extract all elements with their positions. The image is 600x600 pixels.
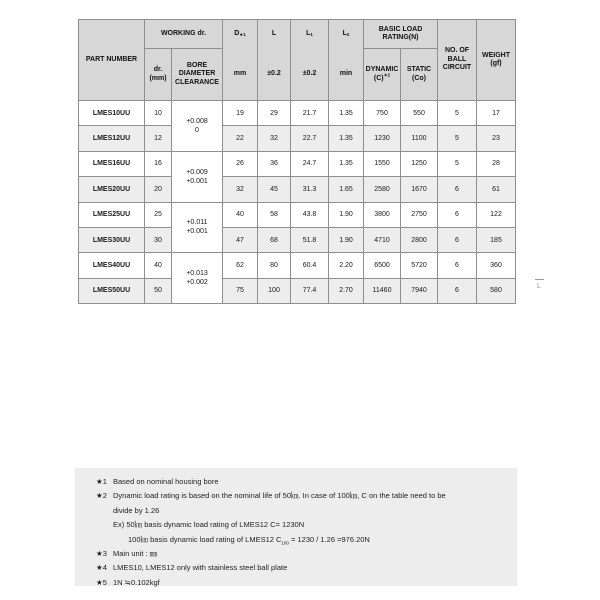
dynamic-cell: 2580 <box>364 177 401 202</box>
l1-cell: 24.7 <box>291 151 329 176</box>
l1-cell: 77.4 <box>291 278 329 303</box>
col-header-l <box>258 20 291 101</box>
l1-label: L <box>306 30 311 38</box>
dr-cell: 20 <box>145 177 172 202</box>
table-header <box>79 20 516 101</box>
footnote-marker: ★4 <box>96 563 107 573</box>
table-row <box>79 253 516 278</box>
static-cell: 5720 <box>401 253 438 278</box>
margin-mark-dash <box>535 279 544 280</box>
clearance-cell: +0.011 +0.001 <box>172 202 223 253</box>
col-header-dynamic: DYNAMIC $(C)^{★2}$ <box>364 49 401 101</box>
dr-cell: 10 <box>145 101 172 126</box>
part-number-cell: LMES10UU <box>79 101 145 126</box>
l2-cell: 2.20 <box>329 253 364 278</box>
dynamic-cell: 3800 <box>364 202 401 227</box>
l-tolerance: ±0.2 <box>267 70 281 78</box>
footnote-line: Ex) 50㎞ basis dynamic load rating of LMES12 C= 1230N <box>113 520 305 530</box>
table-row <box>79 177 516 202</box>
l2-cell: 1.35 <box>329 101 364 126</box>
footnote-line: ★4 LMES10, LMES12 only with stainless steel ball plate <box>75 561 517 575</box>
dr-cell: 25 <box>145 202 172 227</box>
l-cell: 68 <box>258 227 291 252</box>
part-number-cell: LMES30UU <box>79 227 145 252</box>
dr-cell: 40 <box>145 253 172 278</box>
d-cell: 40 <box>223 202 258 227</box>
weight-cell: 61 <box>477 177 516 202</box>
ball-circuit-cell: 6 <box>438 253 477 278</box>
table-row <box>79 101 516 126</box>
d-cell: 32 <box>223 177 258 202</box>
dr-cell: 50 <box>145 278 172 303</box>
dynamic-cell: 4710 <box>364 227 401 252</box>
spec-table <box>78 19 516 304</box>
ball-circuit-cell: 6 <box>438 202 477 227</box>
static-cell: 7940 <box>401 278 438 303</box>
table-row <box>79 202 516 227</box>
ball-circuit-cell: 6 <box>438 278 477 303</box>
col-header-weight: WEIGHT (gf) <box>477 20 516 101</box>
footnote-marker: ★2 <box>96 491 107 501</box>
l1-cell: 43.8 <box>291 202 329 227</box>
weight-cell: 122 <box>477 202 516 227</box>
dynamic-cell: 1550 <box>364 151 401 176</box>
part-number-cell: LMES50UU <box>79 278 145 303</box>
weight-cell: 17 <box>477 101 516 126</box>
footnote-line: ★3 Main unit : ㎜ <box>75 547 517 561</box>
static-cell: 1670 <box>401 177 438 202</box>
dynamic-footnote-mark: ★2 <box>383 72 391 78</box>
ball-circuit-cell: 6 <box>438 227 477 252</box>
table-row <box>79 227 516 252</box>
d-cell: 75 <box>223 278 258 303</box>
l2-cell: 1.35 <box>329 126 364 151</box>
col-header-dr: dr. (mm) <box>145 49 172 101</box>
weight-cell: 580 <box>477 278 516 303</box>
col-header-working-dr: WORKING dr. <box>145 20 223 49</box>
part-number-cell: LMES16UU <box>79 151 145 176</box>
col-header-static: STATIC (Co) <box>401 49 438 101</box>
static-cell: 550 <box>401 101 438 126</box>
dr-cell: 12 <box>145 126 172 151</box>
l2-unit: min <box>339 70 353 78</box>
l-cell: 36 <box>258 151 291 176</box>
footnote-line: ★5 1N ≒0.102kgf <box>75 576 517 590</box>
col-header-l2: L 2 min <box>329 20 364 101</box>
weight-cell: 23 <box>477 126 516 151</box>
static-cell: 1250 <box>401 151 438 176</box>
footnote-line: ★1 Based on nominal housing bore <box>75 475 517 489</box>
part-number-cell: LMES25UU <box>79 202 145 227</box>
l-cell: 80 <box>258 253 291 278</box>
footnote-line: 100㎞ basis dynamic load rating of LMES12 $C_{100} = 1230 / 1.26 =976.20N$ <box>128 534 370 546</box>
d-unit: mm <box>233 70 247 78</box>
ball-circuit-cell: 5 <box>438 101 477 126</box>
col-header-d: D ★1 mm <box>223 20 258 101</box>
col-header-bore-clearance: BORE DIAMETER CLEARANCE <box>172 49 223 101</box>
footnotes-block <box>75 468 517 586</box>
clearance-cell: +0.008 0 <box>172 101 223 152</box>
l2-cell: 1.90 <box>329 227 364 252</box>
col-header-part-number: PART NUMBER <box>79 20 145 101</box>
col-header-ball-circuit: NO. OF BALL CIRCUIT <box>438 20 477 101</box>
footnote-marker: ★3 <box>96 549 107 559</box>
d-cell: 19 <box>223 101 258 126</box>
margin-mark-label: L <box>537 283 541 290</box>
dr-cell: 30 <box>145 227 172 252</box>
part-number-cell: LMES12UU <box>79 126 145 151</box>
d-label: D <box>234 30 240 38</box>
footnote-line: divide by 1.26 <box>113 505 160 515</box>
c100-subscript: 100 <box>281 540 289 546</box>
l2-cell: 2.70 <box>329 278 364 303</box>
dynamic-cell: 6500 <box>364 253 401 278</box>
d-cell: 62 <box>223 253 258 278</box>
footnote-marker: ★5 <box>96 577 107 587</box>
dynamic-cell: 1230 <box>364 126 401 151</box>
l2-cell: 1.65 <box>329 177 364 202</box>
static-cell: 1100 <box>401 126 438 151</box>
dynamic-cell: 11460 <box>364 278 401 303</box>
table-row <box>79 278 516 303</box>
d-cell: 47 <box>223 227 258 252</box>
clearance-cell: +0.009 +0.001 <box>172 151 223 202</box>
l2-label: L <box>342 30 347 38</box>
static-cell: 2800 <box>401 227 438 252</box>
table-row <box>79 151 516 176</box>
ball-circuit-cell: 5 <box>438 151 477 176</box>
l2-cell: 1.35 <box>329 151 364 176</box>
d-cell: 26 <box>223 151 258 176</box>
clearance-cell: +0.013 +0.002 <box>172 253 223 304</box>
l-cell: 45 <box>258 177 291 202</box>
dr-cell: 16 <box>145 151 172 176</box>
col-header-basic-load: BASIC LOAD RATING(N) <box>364 20 438 49</box>
ball-circuit-cell: 6 <box>438 177 477 202</box>
static-cell: 2750 <box>401 202 438 227</box>
l1-cell: 60.4 <box>291 253 329 278</box>
l1-cell: 51.8 <box>291 227 329 252</box>
weight-cell: 360 <box>477 253 516 278</box>
l-cell: 100 <box>258 278 291 303</box>
dynamic-cell: 750 <box>364 101 401 126</box>
footnote-line: ★2 Dynamic load rating is based on the nominal life of 50㎞. In case of 100㎞, C on the table need to be <box>75 489 517 503</box>
l-label: L <box>271 30 277 38</box>
l1-cell: 22.7 <box>291 126 329 151</box>
d-cell: 22 <box>223 126 258 151</box>
l1-cell: 21.7 <box>291 101 329 126</box>
l1-tolerance: ±0.2 <box>302 70 317 78</box>
part-number-cell: LMES20UU <box>79 177 145 202</box>
l-cell: 32 <box>258 126 291 151</box>
col-header-l1: L 1 ±0.2 <box>291 20 329 101</box>
weight-cell: 185 <box>477 227 516 252</box>
footnote-marker: ★1 <box>96 477 107 486</box>
l1-cell: 31.3 <box>291 177 329 202</box>
weight-cell: 28 <box>477 151 516 176</box>
ball-circuit-cell: 5 <box>438 126 477 151</box>
table-row <box>79 126 516 151</box>
part-number-cell: LMES40UU <box>79 253 145 278</box>
page-margin-mark <box>533 279 545 290</box>
l-cell: 29 <box>258 101 291 126</box>
l-cell: 58 <box>258 202 291 227</box>
l2-cell: 1.90 <box>329 202 364 227</box>
